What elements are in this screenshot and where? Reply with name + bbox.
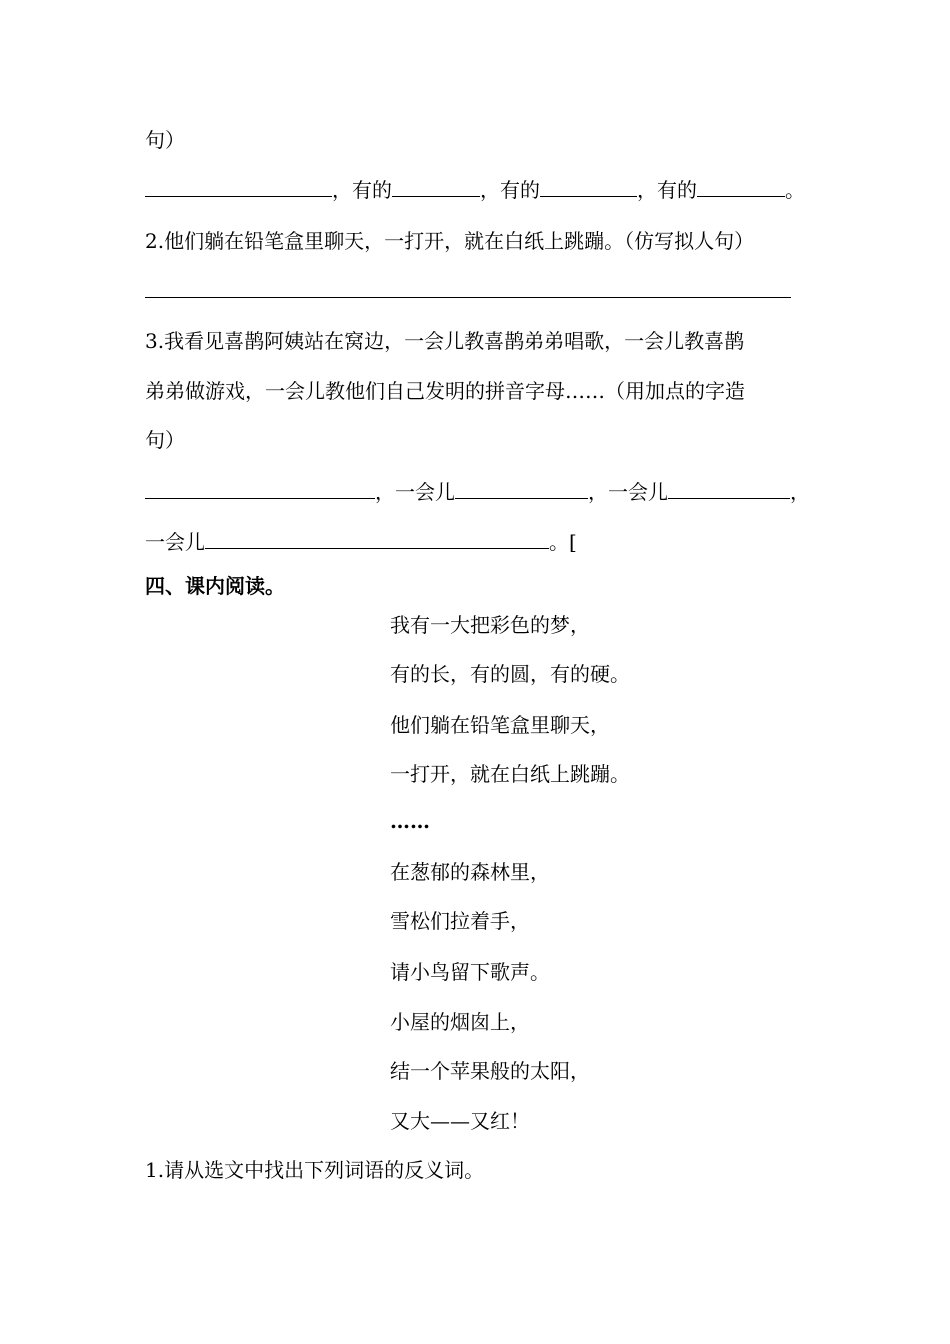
- poem-line: 又大——又红！: [390, 1109, 530, 1133]
- poem-line: 有的长，有的圆，有的硬。: [390, 662, 630, 686]
- q1-sep-3: ，有的: [637, 178, 697, 202]
- q3-text-line-2: 弟弟做游戏，一会儿教他们自己发明的拼音字母……（用加点的字造: [145, 379, 745, 403]
- answer-blank[interactable]: [697, 176, 785, 197]
- section-heading: 四、课内阅读。: [145, 574, 285, 598]
- q1-answer-line: [145, 176, 805, 204]
- answer-blank[interactable]: [145, 176, 332, 197]
- q3-sep-3: ，: [790, 480, 810, 504]
- q3-sep-1: ，一会儿: [375, 480, 455, 504]
- q3-sep-2: ，一会儿: [588, 480, 668, 504]
- q2-text: 2.他们躺在铅笔盒里聊天，一打开，就在白纸上跳蹦。（仿写拟人句）: [145, 229, 755, 253]
- poem-line: 雪松们拉着手，: [390, 909, 530, 933]
- q3-answer-line-2: [145, 528, 577, 556]
- q1-sep-2: ，有的: [480, 178, 540, 202]
- q1-sep-1: ，有的: [332, 178, 392, 202]
- poem-line: 他们躺在铅笔盒里聊天，: [390, 713, 610, 737]
- poem-line: 我有一大把彩色的梦，: [390, 613, 590, 637]
- poem-line: 请小鸟留下歌声。: [390, 960, 550, 984]
- answer-blank[interactable]: [540, 176, 637, 197]
- poem-line: 小屋的烟囱上，: [390, 1010, 530, 1034]
- q1-tail-text: 句）: [145, 128, 185, 152]
- q3-text-line-1: 3.我看见喜鹊阿姨站在窝边，一会儿教喜鹊弟弟唱歌，一会儿教喜鹊: [145, 329, 745, 353]
- poem-line: 一打开，就在白纸上跳蹦。: [390, 762, 630, 786]
- q3-end: 。[: [549, 530, 577, 554]
- poem-line: 结一个苹果般的太阳，: [390, 1059, 590, 1083]
- answer-blank[interactable]: [668, 478, 790, 499]
- q2-answer-rule[interactable]: [145, 297, 791, 298]
- q1-end: 。: [785, 178, 805, 202]
- q3-text-line-3: 句）: [145, 428, 185, 452]
- answer-blank[interactable]: [392, 176, 480, 197]
- q3-answer-line-1: [145, 478, 810, 506]
- answer-blank[interactable]: [455, 478, 588, 499]
- q3-lead-2: 一会儿: [145, 530, 205, 554]
- answer-blank[interactable]: [205, 528, 549, 549]
- reading-question-1: 1.请从选文中找出下列词语的反义词。: [145, 1158, 485, 1182]
- poem-ellipsis: ……: [390, 809, 430, 833]
- poem-line: 在葱郁的森林里，: [390, 860, 550, 884]
- answer-blank[interactable]: [145, 478, 375, 499]
